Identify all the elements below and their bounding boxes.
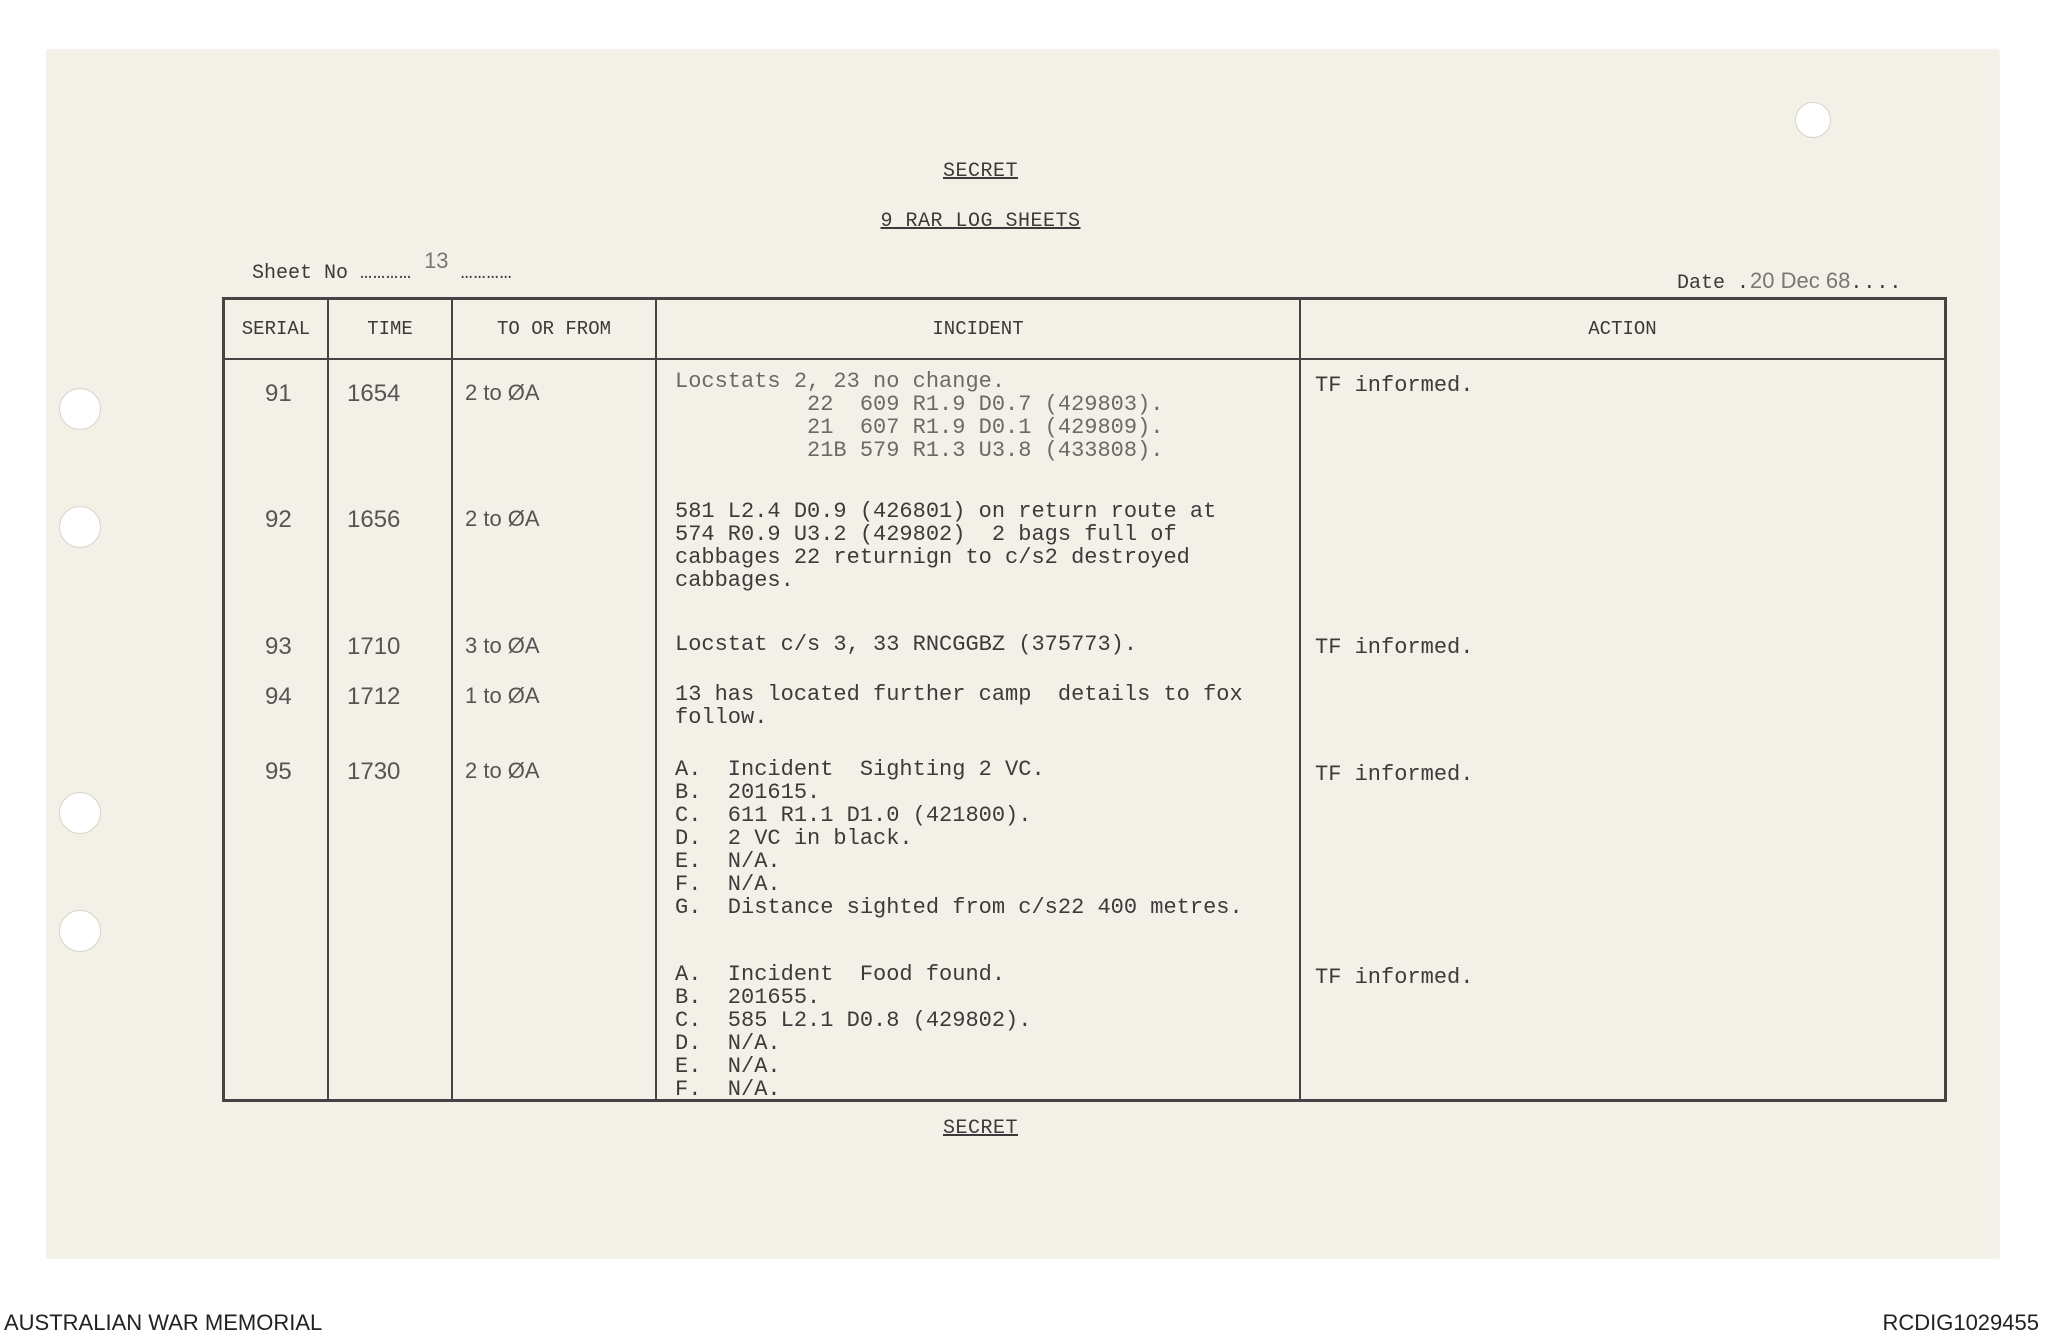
- action-text: TF informed.: [1315, 965, 1474, 990]
- archive-credit: AUSTRALIAN WAR MEMORIAL: [4, 1310, 323, 1335]
- column-header-to-or-from: TO OR FROM: [452, 299, 656, 360]
- incident-text: 581 L2.4 D0.9 (426801) on return route at 574 R0.9 U3.2 (429802) 2 bags full of cabbages 22 returnign to c/s2 destroyed cabbages.: [675, 499, 1217, 593]
- to-from-cell: 2 to ØA: [465, 758, 540, 783]
- incident-cells: [657, 360, 1299, 1102]
- to-from-cell: 1 to ØA: [465, 683, 540, 708]
- serial-cell: 92: [265, 506, 292, 533]
- dotted-leader: …………: [460, 262, 513, 285]
- serial-column: [224, 359, 329, 1101]
- serial-cell: 94: [265, 683, 292, 710]
- time-cell: 1710: [347, 633, 401, 660]
- column-header-incident: INCIDENT: [656, 299, 1300, 360]
- date-value: 20 Dec 68: [1750, 268, 1851, 293]
- dotted-leader: ....: [1850, 272, 1903, 295]
- punch-hole: [59, 910, 101, 952]
- dotted-leader: …………: [360, 262, 413, 285]
- incident-text: 13 has located further camp details to fox follow.: [675, 682, 1243, 730]
- column-header-action: ACTION: [1300, 299, 1946, 360]
- to-from-cells: [453, 360, 655, 1099]
- sheet-number-field: [252, 248, 513, 285]
- action-column: [1300, 359, 1946, 1101]
- incident-text: A. Incident Food found. B. 201655. C. 585 L2.1 D0.8 (429802). D. N/A. E. N/A. F. N/A.: [675, 962, 1032, 1102]
- log-table: [222, 297, 1947, 1102]
- document-title: 9 RAR LOG SHEETS: [880, 210, 1081, 233]
- classification-bottom: SECRET: [942, 1117, 1018, 1140]
- incident-text: Locstats 2, 23 no change. 22 609 R1.9 D0.7 (429803). 21 607 R1.9 D0.1 (429809). 21B 579 R1.3 U3.8 (433808).: [675, 369, 1164, 463]
- serial-cells: [225, 360, 327, 1099]
- column-header-serial: SERIAL: [224, 299, 329, 360]
- action-text: TF informed.: [1315, 635, 1474, 660]
- time-cell: 1656: [347, 506, 401, 533]
- action-text: TF informed.: [1315, 762, 1474, 787]
- to-from-cell: 2 to ØA: [465, 380, 540, 405]
- incident-text: A. Incident Sighting 2 VC. B. 201615. C. 611 R1.1 D1.0 (421800). D. 2 VC in black. E. N/A. F. N/A. G. Distance sighted from c/s22 400 metres.: [675, 757, 1243, 920]
- time-cells: [329, 360, 451, 1099]
- punch-hole: [59, 388, 101, 430]
- table-body-row: [224, 359, 1946, 1101]
- punch-hole: [59, 792, 101, 834]
- action-cells: [1301, 360, 1944, 1099]
- serial-cell: 95: [265, 758, 292, 785]
- sheet-number-value: 13: [424, 248, 449, 273]
- action-text: TF informed.: [1315, 373, 1474, 398]
- incident-text: Locstat c/s 3, 33 RNCGGBZ (375773).: [675, 632, 1138, 657]
- punch-hole: [1795, 102, 1831, 138]
- dotted-leader: .: [1737, 272, 1751, 295]
- time-column: [328, 359, 452, 1101]
- sheet-number-label: Sheet No: [252, 262, 349, 285]
- serial-cell: 91: [265, 380, 292, 407]
- time-cell: 1654: [347, 380, 401, 407]
- to-or-from-column: [452, 359, 656, 1101]
- archive-reference: RCDIG1029455: [1882, 1310, 2039, 1335]
- to-from-cell: 2 to ØA: [465, 506, 540, 531]
- table-header-row: [224, 299, 1946, 360]
- classification-top: SECRET: [942, 160, 1018, 183]
- to-from-cell: 3 to ØA: [465, 633, 540, 658]
- serial-cell: 93: [265, 633, 292, 660]
- punch-hole: [59, 506, 101, 548]
- incident-column: [656, 359, 1300, 1101]
- date-field: [1677, 268, 1902, 295]
- time-cell: 1712: [347, 683, 401, 710]
- time-cell: 1730: [347, 758, 401, 785]
- date-label: Date: [1677, 272, 1726, 295]
- column-header-time: TIME: [328, 299, 452, 360]
